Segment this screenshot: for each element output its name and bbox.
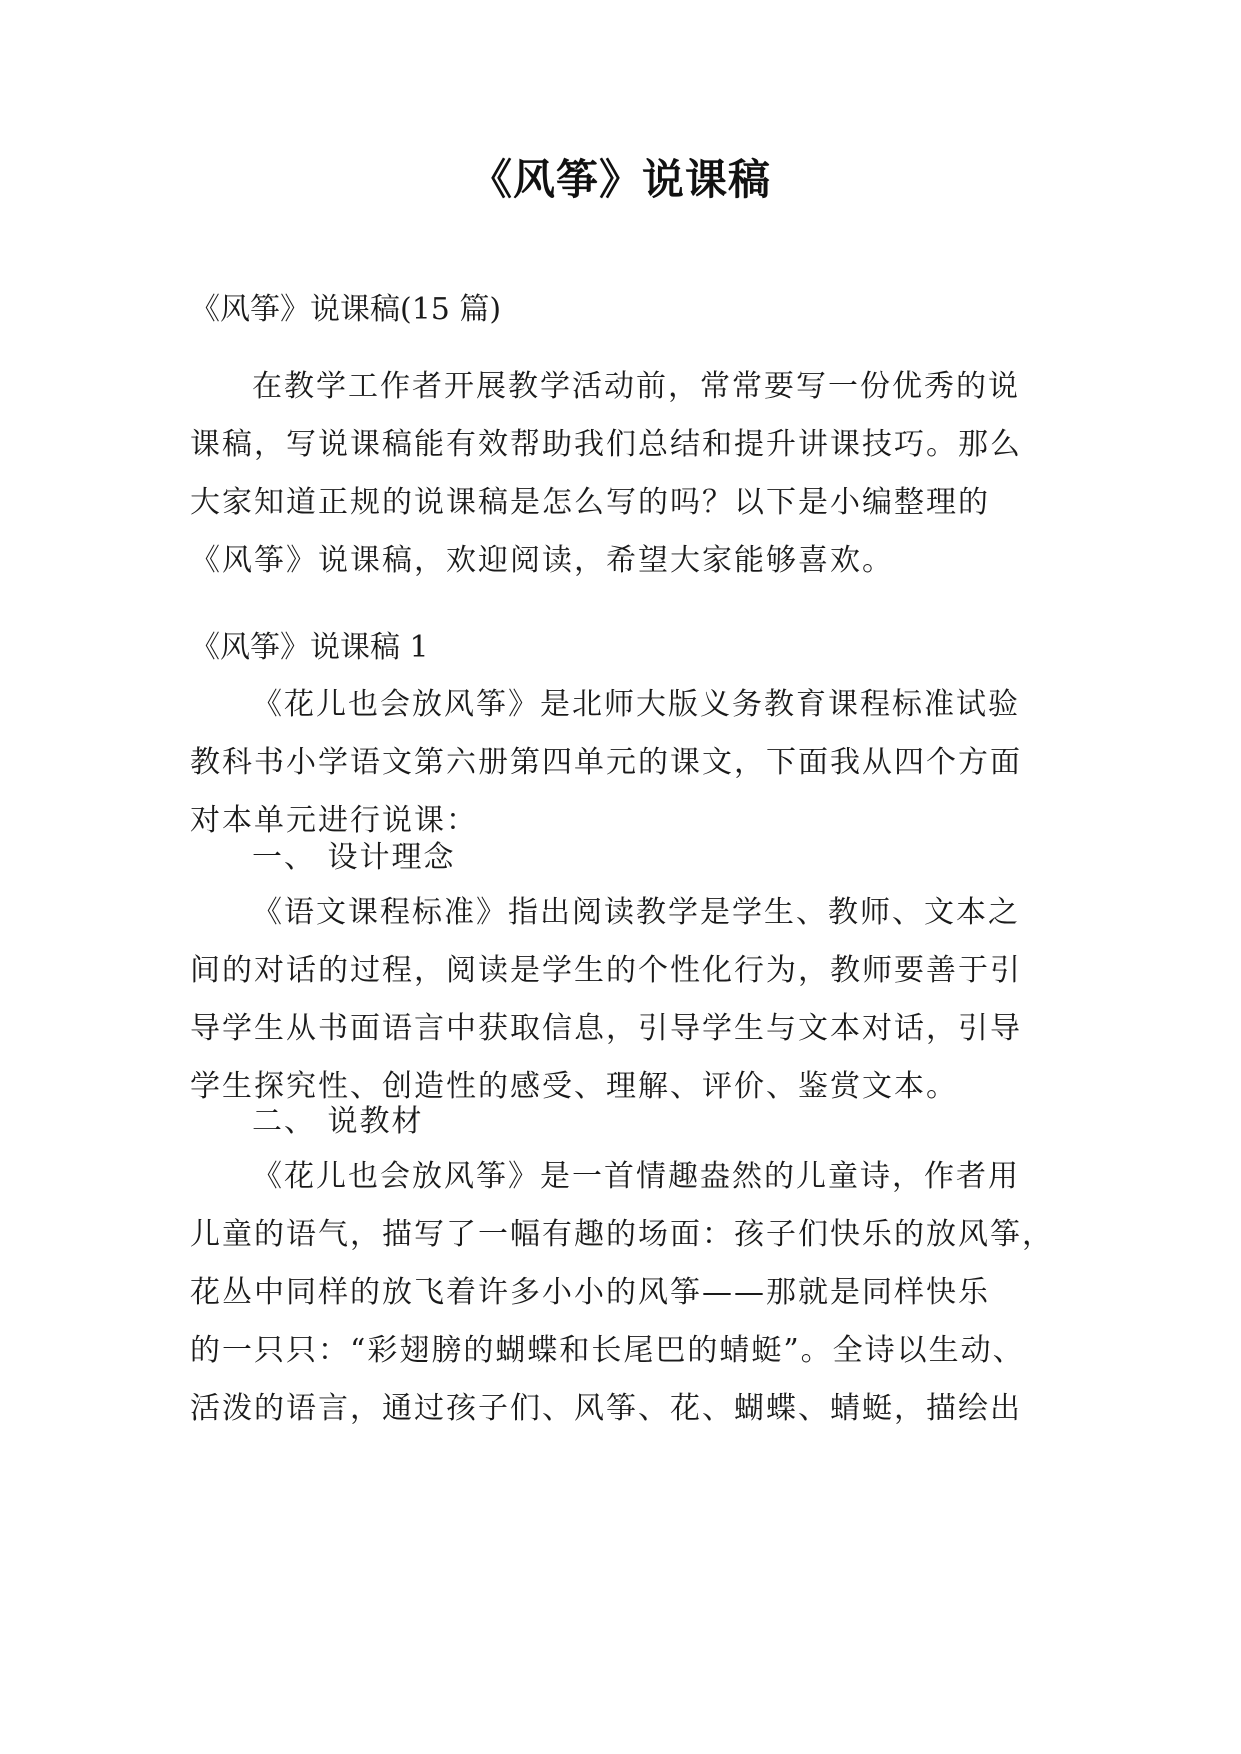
document-title: 《风筝》说课稿 (469, 155, 771, 204)
section1-heading: 《风筝》说课稿 1 (190, 630, 429, 665)
part1-heading: 一、 设计理念 (252, 840, 456, 875)
part1-line: 《语文课程标准》指出阅读教学是学生、教师、文本之 (252, 895, 1020, 930)
intro-line: 课稿，写说课稿能有效帮助我们总结和提升讲课技巧。那么 (190, 427, 1022, 462)
section1-intro-paragraph (190, 676, 1070, 850)
part1-paragraph (190, 884, 1070, 1116)
part2-line: 《花儿也会放风筝》是一首情趣盎然的儿童诗，作者用 (252, 1159, 1020, 1194)
section1-intro-line: 对本单元进行说课： (190, 803, 478, 838)
document-subtitle: 《风筝》说课稿(15 篇) (190, 292, 502, 327)
section1-intro-line: 教科书小学语文第六册第四单元的课文，下面我从四个方面 (190, 745, 1022, 780)
part2-line: 的一只只：“彩翅膀的蝴蝶和长尾巴的蜻蜓”。全诗以生动、 (190, 1333, 1025, 1368)
part1-line: 间的对话的过程，阅读是学生的个性化行为，教师要善于引 (190, 953, 1022, 988)
part1-line: 导学生从书面语言中获取信息，引导学生与文本对话，引导 (190, 1011, 1022, 1046)
intro-paragraph (190, 358, 1070, 590)
intro-line: 大家知道正规的说课稿是怎么写的吗？以下是小编整理的 (190, 485, 990, 520)
part2-line: 儿童的语气，描写了一幅有趣的场面：孩子们快乐的放风筝， (190, 1217, 1054, 1252)
part2-line: 活泼的语言，通过孩子们、风筝、花、蝴蝶、蜻蜓，描绘出 (190, 1391, 1022, 1426)
part1-line: 学生探究性、创造性的感受、理解、评价、鉴赏文本。 (190, 1069, 958, 1104)
part2-heading: 二、 说教材 (252, 1104, 424, 1139)
part2-line: 花丛中同样的放飞着许多小小的风筝——那就是同样快乐 (190, 1275, 990, 1310)
part2-paragraph (190, 1148, 1070, 1438)
intro-line: 在教学工作者开展教学活动前，常常要写一份优秀的说 (252, 369, 1020, 404)
intro-line: 《风筝》说课稿，欢迎阅读，希望大家能够喜欢。 (190, 543, 894, 578)
section1-intro-line: 《花儿也会放风筝》是北师大版义务教育课程标准试验 (252, 687, 1020, 722)
